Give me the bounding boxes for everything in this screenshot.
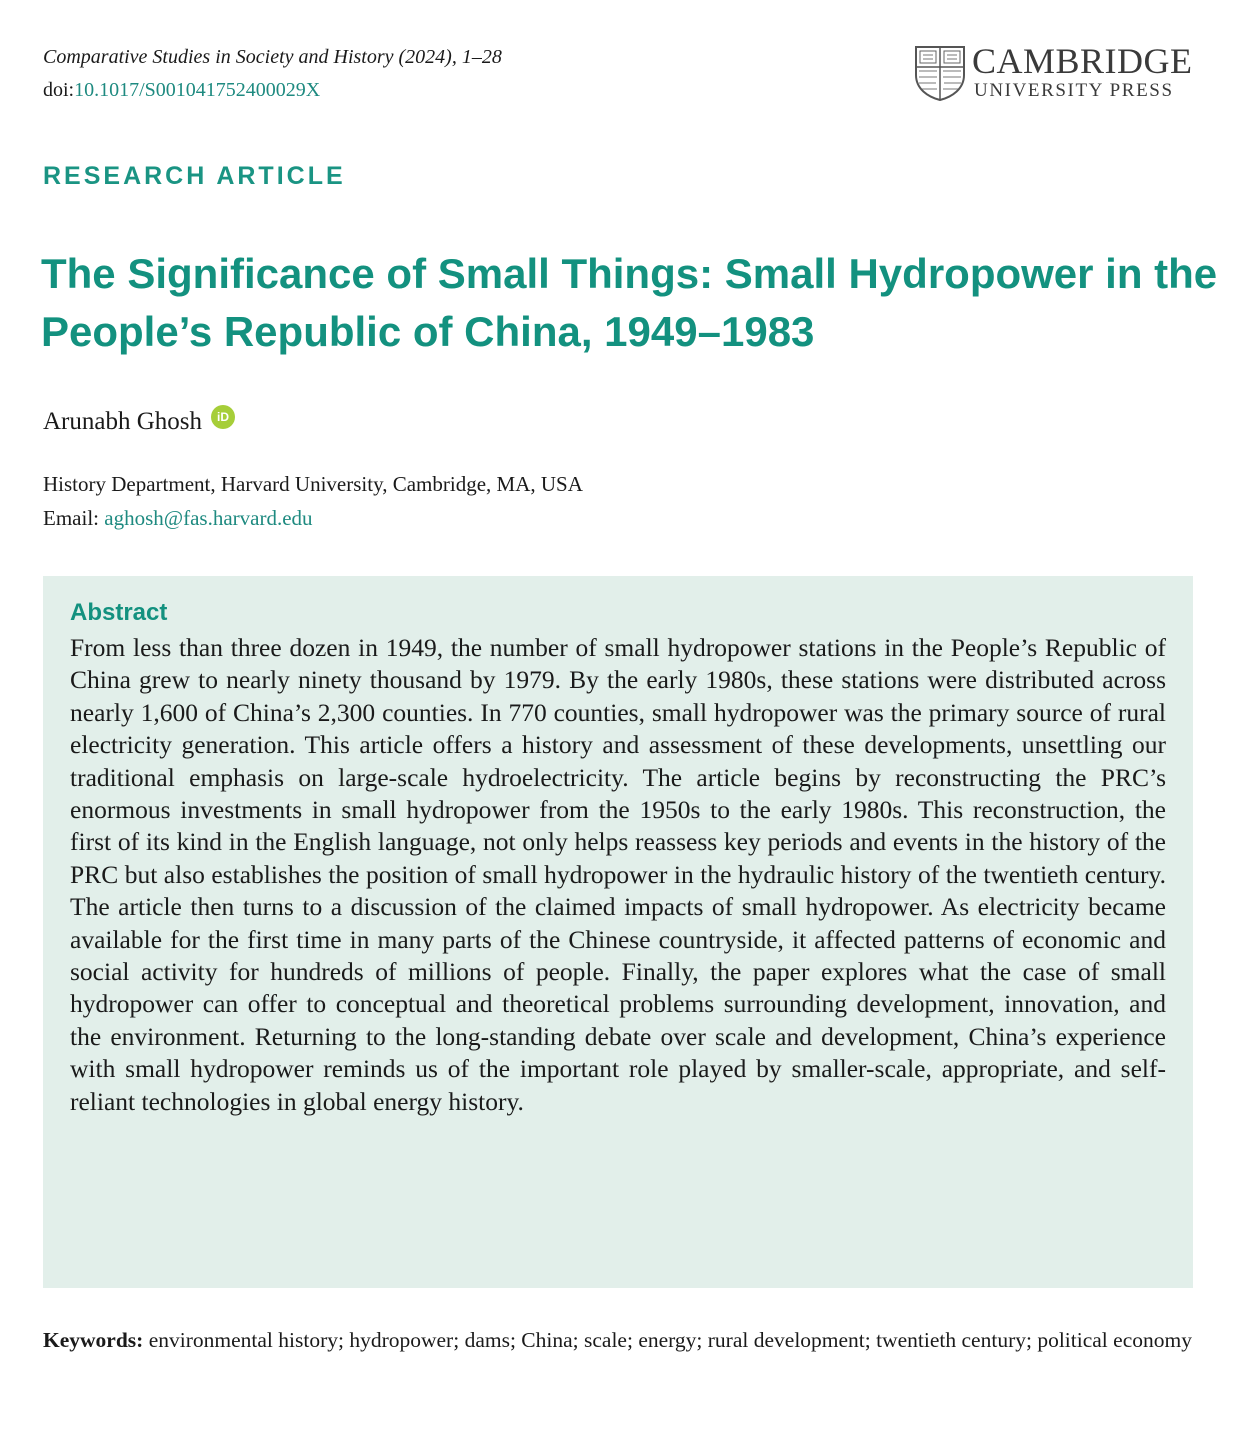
cambridge-crest-icon [914,45,966,101]
article-type-label: RESEARCH ARTICLE [43,162,346,190]
publisher-subtitle: UNIVERSITY PRESS [974,80,1174,101]
author-line [43,406,235,438]
author-affiliation: History Department, Harvard University, Cambridge, MA, USA [43,472,583,496]
keywords [43,1324,1193,1356]
doi-line [43,77,320,103]
email-link[interactable]: aghosh@fas.harvard.edu [104,506,313,530]
orcid-icon[interactable]: iD [211,405,235,429]
article-title: The Significance of Small Things: Small Hydropower in the People’s Republic of China, 1949–1983 [41,250,1218,355]
doi-link[interactable]: 10.1017/S001041752400029X [74,79,321,101]
doi-prefix: doi: [43,79,75,101]
abstract-heading: Abstract [70,599,168,626]
journal-citation: Comparative Studies in Society and History (2024), 1–28 [43,46,502,68]
keywords-label: Keywords: [43,1328,144,1352]
email-line [43,502,313,534]
author-name[interactable]: Arunabh Ghosh [43,408,203,435]
publisher-name: CAMBRIDGE [972,41,1193,81]
abstract-box [43,576,1193,1288]
email-label: Email: [43,506,99,530]
cambridge-university-press-logo [914,41,1199,105]
abstract-text: From less than three dozen in 1949, the number of small hydropower stations in the People’s Republic of China grew to nearly ninety thousand by 1979. By the early 1980s, these stations were distributed across nearly 1,600 of China’s 2,300 counties. In 770 counties, small hydropower was the primary source of rural electricity generation. This article offers a history and assessment of these developments, unsettling our traditional emphasis on large-scale hydroelectricity. The article begins by reconstructing the PRC’s enormous investments in small hydropower from the 1950s to the early 1980s. This reconstruction, the first of its kind in the English language, not only helps reassess key periods and events in the history of the PRC but also establishes the position of small hydropower in the hydraulic history of the twentieth century. The article then turns to a discussion of the claimed impacts of small hydropower. As electricity became available for the first time in many parts of the Chinese countryside, it affected patterns of economic and social activity for hundreds of millions of people. Finally, the paper explores what the case of small hydropower can offer to conceptual and theoretical problems surrounding development, innovation, and the environment. Returning to the long-standing debate over scale and development, China’s experience with small hydropower reminds us of the important role played by smaller-scale, appropriate, and self-reliant technologies in global energy history. [70,633,1166,1116]
keywords-text: environmental history; hydropower; dams; China; scale; energy; rural development; twentieth century; political economy [148,1328,1192,1352]
